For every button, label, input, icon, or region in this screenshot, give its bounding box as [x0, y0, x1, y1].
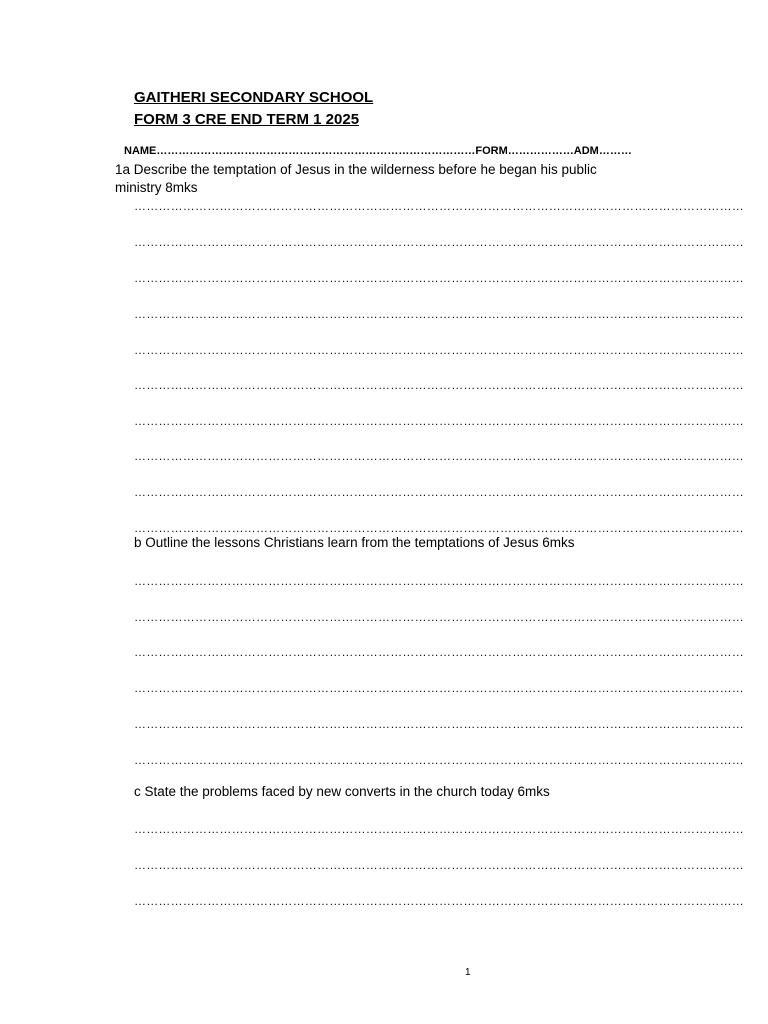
student-details-row: NAME……………………………………………………………………………FORM………………ADM………: [124, 145, 632, 157]
answer-line: ……………………………………………………………………………………………………………………………………: [134, 610, 744, 624]
page-number: 1: [465, 967, 471, 978]
answer-line: ……………………………………………………………………………………………………………………………………: [134, 414, 744, 428]
question-1c: c State the problems faced by new converts in the church today 6mks: [134, 784, 550, 799]
answer-line: ……………………………………………………………………………………………………………………………………: [134, 645, 744, 659]
answer-line: ……………………………………………………………………………………………………………………………………: [134, 894, 744, 908]
answer-line: ……………………………………………………………………………………………………………………………………: [134, 753, 744, 767]
answer-line: ……………………………………………………………………………………………………………………………………: [134, 343, 744, 357]
answer-line: ……………………………………………………………………………………………………………………………………: [134, 574, 744, 588]
exam-title: FORM 3 CRE END TERM 1 2025: [134, 111, 360, 128]
answer-line: ……………………………………………………………………………………………………………………………………: [134, 485, 744, 499]
answer-line: ……………………………………………………………………………………………………………………………………: [134, 858, 744, 872]
answer-line: ……………………………………………………………………………………………………………………………………: [134, 521, 744, 535]
answer-line: ……………………………………………………………………………………………………………………………………: [134, 307, 744, 321]
school-name: GAITHERI SECONDARY SCHOOL: [134, 89, 374, 106]
answer-line: ……………………………………………………………………………………………………………………………………: [134, 822, 744, 836]
answer-line: ……………………………………………………………………………………………………………………………………: [134, 717, 744, 731]
answer-line: ……………………………………………………………………………………………………………………………………: [134, 271, 744, 285]
answer-line: ……………………………………………………………………………………………………………………………………: [134, 378, 744, 392]
question-1a: 1a Describe the temptation of Jesus in the wilderness before he began his public ministry 8mks: [115, 162, 597, 195]
answer-line: ……………………………………………………………………………………………………………………………………: [134, 449, 744, 463]
answer-line: ……………………………………………………………………………………………………………………………………: [134, 235, 744, 249]
answer-line: ……………………………………………………………………………………………………………………………………: [134, 199, 744, 213]
answer-line: ……………………………………………………………………………………………………………………………………: [134, 681, 744, 695]
question-1b: b Outline the lessons Christians learn from the temptations of Jesus 6mks: [134, 535, 575, 550]
